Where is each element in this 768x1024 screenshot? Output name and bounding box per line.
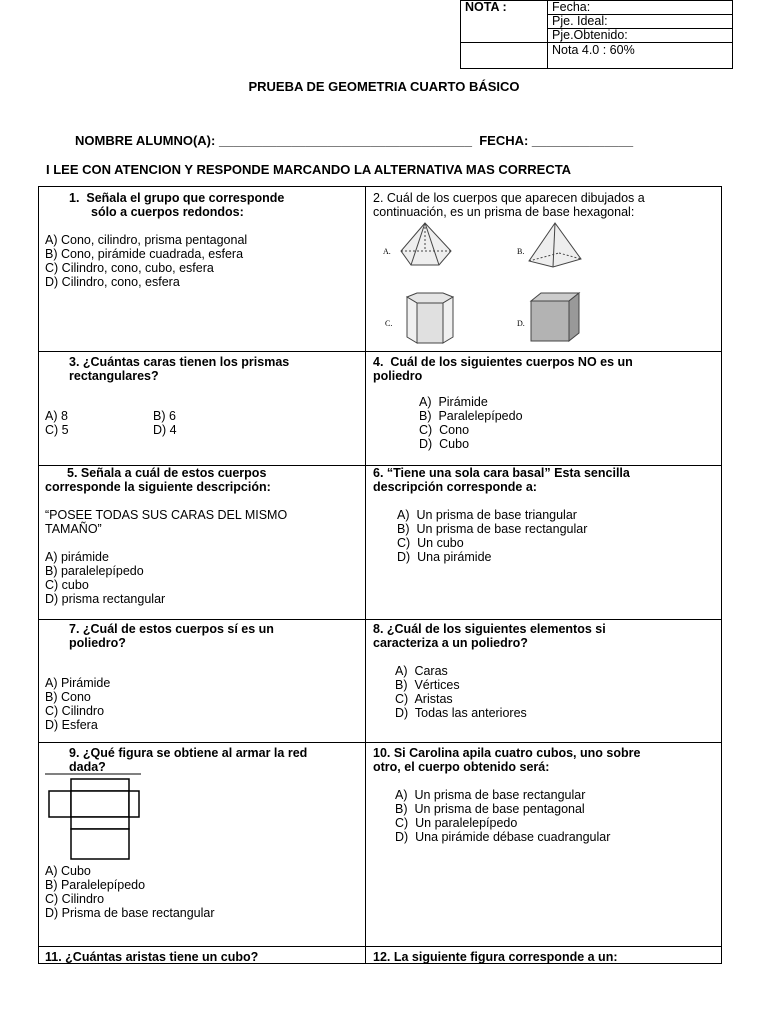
option[interactable]: C) Un paralelepípedo xyxy=(395,816,518,830)
option[interactable]: B) Cono, pirámide cuadrada, esfera xyxy=(45,247,244,261)
option[interactable]: A) Cono, cilindro, prisma pentagonal xyxy=(45,233,248,247)
question-6-options xyxy=(397,508,587,564)
question-7: 7. ¿Cuál de estos cuerpos sí es un poliedro? xyxy=(69,622,274,650)
option[interactable]: D) Una pirámide xyxy=(397,550,492,564)
option[interactable]: B) Un prisma de base pentagonal xyxy=(395,802,585,816)
option[interactable]: B) Un prisma de base rectangular xyxy=(397,522,588,536)
question-4-options xyxy=(419,395,523,451)
option[interactable]: C) Cono xyxy=(419,423,470,437)
option[interactable]: C) cubo xyxy=(45,578,89,592)
nota-empty-cell xyxy=(461,43,548,69)
option[interactable]: D) 4 xyxy=(153,423,177,437)
pje-ideal-field: Pje. Ideal: xyxy=(548,15,733,29)
question-9: 9. ¿Qué figura se obtiene al armar la red dada? xyxy=(69,746,308,774)
option[interactable]: A) Pirámide xyxy=(45,676,111,690)
option[interactable]: B) Paralelepípedo xyxy=(419,409,523,423)
figure-label-b: B. xyxy=(517,247,525,256)
option[interactable]: C) Cilindro, cono, cubo, esfera xyxy=(45,261,214,275)
row-divider xyxy=(39,619,721,620)
question-8: 8. ¿Cuál de los siguientes elementos si caracteriza a un poliedro? xyxy=(373,622,606,650)
option[interactable]: C) Cilindro xyxy=(45,892,105,906)
grade-table xyxy=(460,0,733,69)
option[interactable]: A) Cubo xyxy=(45,864,91,878)
option[interactable]: A) Pirámide xyxy=(419,395,488,409)
figure-label-d: D. xyxy=(517,319,525,328)
question-10: 10. Si Carolina apila cuatro cubos, uno sobre otro, el cuerpo obtenido será: xyxy=(373,746,641,774)
box-net-figure[interactable] xyxy=(45,773,141,865)
question-2: 2. Cuál de los cuerpos que aparecen dibujados a continuación, es un prisma de base hexagonal: xyxy=(373,191,645,219)
question-12: 12. La siguiente figura corresponde a un: xyxy=(373,950,618,964)
option[interactable]: B) Vértices xyxy=(395,678,460,692)
option[interactable]: C) 5 xyxy=(45,423,69,437)
option[interactable]: B) 6 xyxy=(153,409,176,423)
option[interactable]: D) Prisma de base rectangular xyxy=(45,906,215,920)
column-divider xyxy=(365,187,366,963)
question-11: 11. ¿Cuántas aristas tiene un cubo? xyxy=(45,950,259,964)
question-grid xyxy=(38,186,722,964)
row-divider xyxy=(39,946,721,947)
square-pyramid-figure[interactable] xyxy=(525,221,585,271)
question-4: 4. Cuál de los siguientes cuerpos NO es un poliedro xyxy=(373,355,633,383)
option[interactable]: C) Aristas xyxy=(395,692,453,706)
question-6: 6. “Tiene una sola cara basal” Esta sencilla descripción corresponde a: xyxy=(373,466,630,494)
option[interactable]: B) Cono xyxy=(45,690,91,704)
option[interactable]: A) Un prisma de base triangular xyxy=(397,508,577,522)
option[interactable]: D) Todas las anteriores xyxy=(395,706,527,720)
option[interactable]: A) Caras xyxy=(395,664,448,678)
option[interactable]: C) Un cubo xyxy=(397,536,464,550)
option[interactable]: A) Un prisma de base rectangular xyxy=(395,788,586,802)
question-5-options xyxy=(45,550,165,606)
figure-label-a: A. xyxy=(383,247,391,256)
option[interactable]: D) Esfera xyxy=(45,718,98,732)
question-10-options xyxy=(395,788,610,844)
question-5: 5. Señala a cuál de estos cuerpos xyxy=(67,466,267,480)
question-1-options xyxy=(45,233,247,289)
fecha-field: Fecha: xyxy=(548,1,733,15)
nota-label: NOTA : xyxy=(461,1,548,43)
row-divider xyxy=(39,742,721,743)
question-5-line2: corresponde la siguiente descripción: xyxy=(45,480,271,494)
option[interactable]: D) Cilindro, cono, esfera xyxy=(45,275,180,289)
instruction: I LEE CON ATENCION Y RESPONDE MARCANDO LA ALTERNATIVA MAS CORRECTA xyxy=(46,162,572,177)
question-1: 1. Señala el grupo que corresponde sólo a cuerpos redondos: xyxy=(69,191,285,219)
question-5-description: “POSEE TODAS SUS CARAS DEL MISMO TAMAÑO” xyxy=(45,508,288,536)
student-name-line: NOMBRE ALUMNO(A): ___________________________________ FECHA: ______________ xyxy=(75,133,634,148)
option[interactable]: B) paralelepípedo xyxy=(45,564,144,578)
option[interactable]: C) Cilindro xyxy=(45,704,105,718)
page-title: PRUEBA DE GEOMETRIA CUARTO BÁSICO xyxy=(248,79,520,94)
option[interactable]: A) 8 xyxy=(45,409,68,423)
nota-scale: Nota 4.0 : 60% xyxy=(548,43,733,69)
question-7-options xyxy=(45,676,110,732)
option[interactable]: A) pirámide xyxy=(45,550,109,564)
question-8-options xyxy=(395,664,527,720)
hexagonal-prism-figure[interactable] xyxy=(399,291,461,347)
option[interactable]: D) Una pirámide débase cuadrangular xyxy=(395,830,611,844)
option[interactable]: D) prisma rectangular xyxy=(45,592,166,606)
row-divider xyxy=(39,351,721,352)
pje-obtenido-field: Pje.Obtenido: xyxy=(548,29,733,43)
question-9-options xyxy=(45,864,215,920)
cube-figure[interactable] xyxy=(529,291,585,347)
option[interactable]: B) Paralelepípedo xyxy=(45,878,146,892)
question-3: 3. ¿Cuántas caras tienen los prismas rectangulares? xyxy=(69,355,290,383)
figure-label-c: C. xyxy=(385,319,393,328)
pentagonal-pyramid-figure[interactable] xyxy=(397,221,457,271)
option[interactable]: D) Cubo xyxy=(419,437,470,451)
